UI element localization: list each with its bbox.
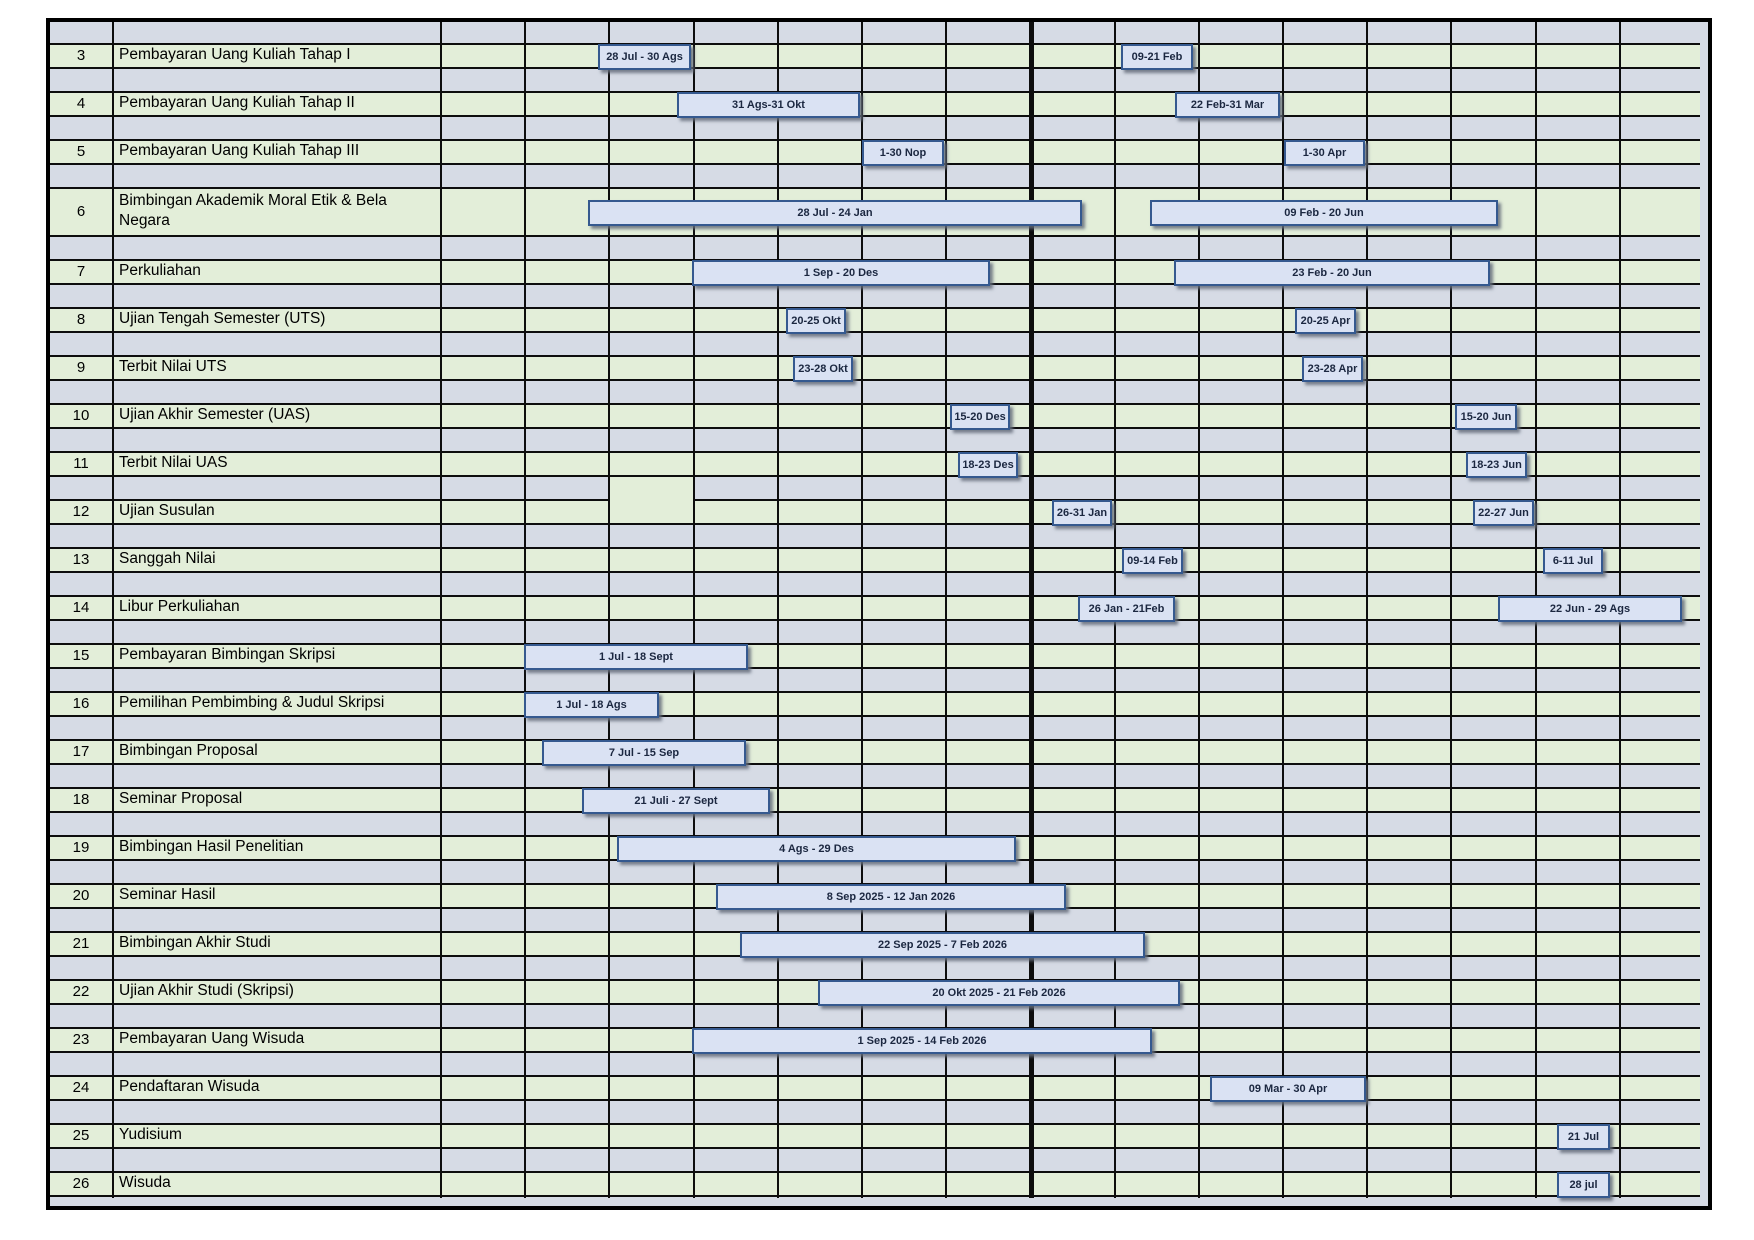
row-label-cell: Pembayaran Uang Wisuda <box>119 1030 305 1048</box>
gantt-bar[interactable]: 7 Jul - 15 Sep <box>542 740 746 766</box>
spacer-row <box>50 813 1700 837</box>
row-label-cell: Pendaftaran Wisuda <box>119 1078 260 1096</box>
row-label-cell: Pembayaran Bimbingan Skripsi <box>119 646 336 664</box>
spacer-row <box>50 861 1700 885</box>
spacer-row <box>50 669 1700 693</box>
gantt-bar[interactable]: 18-23 Des <box>958 452 1018 478</box>
gantt-row <box>50 93 1700 117</box>
gantt-bar[interactable]: 22 Feb-31 Mar <box>1175 92 1280 118</box>
gantt-bar[interactable]: 15-20 Des <box>950 404 1010 430</box>
gantt-bar[interactable]: 22 Jun - 29 Ags <box>1498 596 1682 622</box>
grid-column-line <box>1366 22 1368 1198</box>
row-number-cell: 20 <box>72 886 90 904</box>
row-number-cell: 7 <box>76 262 86 280</box>
gantt-row <box>50 501 1700 525</box>
gantt-bar[interactable]: 23-28 Apr <box>1302 356 1363 382</box>
gantt-bar[interactable]: 1 Jul - 18 Sept <box>524 644 748 670</box>
gantt-bar[interactable]: 18-23 Jun <box>1466 452 1527 478</box>
row-label-cell: Seminar Proposal <box>119 790 243 808</box>
grid-column-line <box>1450 22 1452 1198</box>
gantt-bar[interactable]: 4 Ags - 29 Des <box>617 836 1016 862</box>
row-label-cell: Terbit Nilai UTS <box>119 358 227 376</box>
gantt-bar[interactable]: 26 Jan - 21Feb <box>1078 596 1175 622</box>
gantt-bar[interactable]: 09 Feb - 20 Jun <box>1150 200 1498 226</box>
gantt-bar[interactable]: 09 Mar - 30 Apr <box>1210 1076 1366 1102</box>
gantt-row <box>50 1125 1700 1149</box>
spacer-row <box>50 765 1700 789</box>
stray-green-cell <box>608 477 693 501</box>
row-label-cell: Libur Perkuliahan <box>119 598 240 616</box>
gantt-bar[interactable]: 26-31 Jan <box>1052 500 1112 526</box>
row-number-cell: 10 <box>72 406 90 424</box>
row-number-cell: 5 <box>76 142 86 160</box>
row-number-cell: 9 <box>76 358 86 376</box>
gantt-bar[interactable]: 1-30 Nop <box>862 140 944 166</box>
grid-column-line <box>440 22 442 1198</box>
gantt-bar[interactable]: 31 Ags-31 Okt <box>677 92 860 118</box>
row-label-cell: Bimbingan Hasil Penelitian <box>119 838 304 856</box>
row-label-cell: Bimbingan Akhir Studi <box>119 934 271 952</box>
row-label-cell: Ujian Akhir Semester (UAS) <box>119 406 311 424</box>
grid-column-line <box>777 22 779 1198</box>
row-label-cell: Pembayaran Uang Kuliah Tahap II <box>119 94 355 112</box>
grid-column-line <box>1198 22 1200 1198</box>
gantt-bar[interactable]: 23 Feb - 20 Jun <box>1174 260 1490 286</box>
spacer-row <box>50 525 1700 549</box>
gantt-row <box>50 549 1700 573</box>
row-label-cell: Seminar Hasil <box>119 886 216 904</box>
gantt-row <box>50 741 1700 765</box>
spacer-row <box>50 1149 1700 1173</box>
gantt-bar[interactable]: 1-30 Apr <box>1284 140 1365 166</box>
gantt-bar[interactable]: 1 Jul - 18 Ags <box>524 692 659 718</box>
grid-column-line <box>608 22 610 1198</box>
row-number-cell: 11 <box>73 454 89 472</box>
gantt-bar[interactable]: 8 Sep 2025 - 12 Jan 2026 <box>716 884 1066 910</box>
row-number-cell: 17 <box>72 742 90 760</box>
gantt-bar[interactable]: 21 Juli - 27 Sept <box>582 788 770 814</box>
gantt-row <box>50 1173 1700 1197</box>
gantt-table <box>46 18 1712 1210</box>
gantt-bar[interactable]: 20 Okt 2025 - 21 Feb 2026 <box>818 980 1180 1006</box>
spacer-row <box>50 573 1700 597</box>
row-label-cell: Pembayaran Uang Kuliah Tahap III <box>119 142 360 160</box>
row-number-cell: 6 <box>76 202 86 220</box>
row-number-cell: 15 <box>72 646 90 664</box>
row-number-cell: 26 <box>72 1174 90 1192</box>
spacer-row <box>50 477 1700 501</box>
gantt-row <box>50 405 1700 429</box>
year-divider-line <box>1029 22 1034 1198</box>
row-label-cell: Wisuda <box>119 1174 171 1192</box>
row-number-cell: 21 <box>72 934 90 952</box>
spacer-row <box>50 909 1700 933</box>
grid-column-line <box>693 22 695 1198</box>
grid-column-line <box>524 22 526 1198</box>
spacer-row <box>50 381 1700 405</box>
spacer-row <box>50 117 1700 141</box>
gantt-bar[interactable]: 20-25 Okt <box>786 308 846 334</box>
grid-column-line <box>861 22 863 1198</box>
grid-column-line <box>945 22 947 1198</box>
row-number-cell: 24 <box>72 1078 90 1096</box>
row-label-cell: Ujian Susulan <box>119 502 215 520</box>
grid-column-line <box>1282 22 1284 1198</box>
row-label-cell: Perkuliahan <box>119 262 201 280</box>
gantt-row <box>50 789 1700 813</box>
gantt-bar[interactable]: 21 Jul <box>1557 1124 1610 1150</box>
row-label-cell: Bimbingan Proposal <box>119 742 258 760</box>
gantt-row <box>50 309 1700 333</box>
spacer-row <box>50 429 1700 453</box>
gantt-bar[interactable]: 28 Jul - 30 Ags <box>598 44 691 70</box>
spacer-row <box>50 237 1700 261</box>
gantt-bar[interactable]: 23-28 Okt <box>793 356 853 382</box>
spacer-row <box>50 22 1700 45</box>
row-number-cell: 18 <box>72 790 90 808</box>
row-number-cell: 14 <box>72 598 90 616</box>
row-label-cell: Pemilihan Pembimbing & Judul Skripsi <box>119 694 385 712</box>
row-number-cell: 19 <box>72 838 90 856</box>
row-number-cell: 12 <box>72 502 90 520</box>
gantt-bar[interactable]: 15-20 Jun <box>1455 404 1517 430</box>
gantt-bar[interactable]: 28 Jul - 24 Jan <box>588 200 1082 226</box>
gantt-bar[interactable]: 20-25 Apr <box>1295 308 1356 334</box>
spacer-row <box>50 1005 1700 1029</box>
gantt-bar[interactable]: 1 Sep - 20 Des <box>692 260 990 286</box>
gantt-bar[interactable]: 28 jul <box>1557 1172 1610 1198</box>
gantt-bar[interactable]: 1 Sep 2025 - 14 Feb 2026 <box>692 1028 1152 1054</box>
spacer-row <box>50 1101 1700 1125</box>
row-number-cell: 3 <box>76 46 86 64</box>
row-label-cell: Bimbingan Akademik Moral Etik & Bela Negara <box>119 192 387 229</box>
row-label-cell: Ujian Tengah Semester (UTS) <box>119 310 326 328</box>
row-label-cell: Sanggah Nilai <box>119 550 216 568</box>
row-number-cell: 22 <box>72 982 90 1000</box>
row-label-cell: Yudisium <box>119 1126 182 1144</box>
gantt-row <box>50 357 1700 381</box>
row-number-cell: 13 <box>72 550 90 568</box>
spacer-row <box>50 1053 1700 1077</box>
gantt-row <box>50 45 1700 69</box>
row-number-cell: 4 <box>76 94 86 112</box>
grid-column-line <box>112 22 114 1198</box>
row-number-cell: 25 <box>72 1126 90 1144</box>
row-label-cell: Terbit Nilai UAS <box>119 454 228 472</box>
gantt-row <box>50 1077 1700 1101</box>
spacer-row <box>50 957 1700 981</box>
gantt-bar[interactable]: 22-27 Jun <box>1473 500 1534 526</box>
spacer-row <box>50 165 1700 189</box>
gantt-row <box>50 693 1700 717</box>
gantt-bar[interactable]: 6-11 Jul <box>1543 548 1603 574</box>
gantt-bar[interactable]: 09-14 Feb <box>1122 548 1183 574</box>
gantt-bar[interactable]: 09-21 Feb <box>1121 44 1193 70</box>
gantt-row <box>50 453 1700 477</box>
row-label-cell: Pembayaran Uang Kuliah Tahap I <box>119 46 351 64</box>
row-number-cell: 23 <box>72 1030 90 1048</box>
spacer-row <box>50 621 1700 645</box>
gantt-bar[interactable]: 22 Sep 2025 - 7 Feb 2026 <box>740 932 1145 958</box>
gantt-row <box>50 645 1700 669</box>
spacer-row <box>50 333 1700 357</box>
spacer-row <box>50 285 1700 309</box>
row-number-cell: 8 <box>76 310 86 328</box>
spacer-row <box>50 717 1700 741</box>
row-number-cell: 16 <box>72 694 90 712</box>
spacer-row <box>50 69 1700 93</box>
gantt-row <box>50 597 1700 621</box>
row-label-cell: Ujian Akhir Studi (Skripsi) <box>119 982 294 1000</box>
